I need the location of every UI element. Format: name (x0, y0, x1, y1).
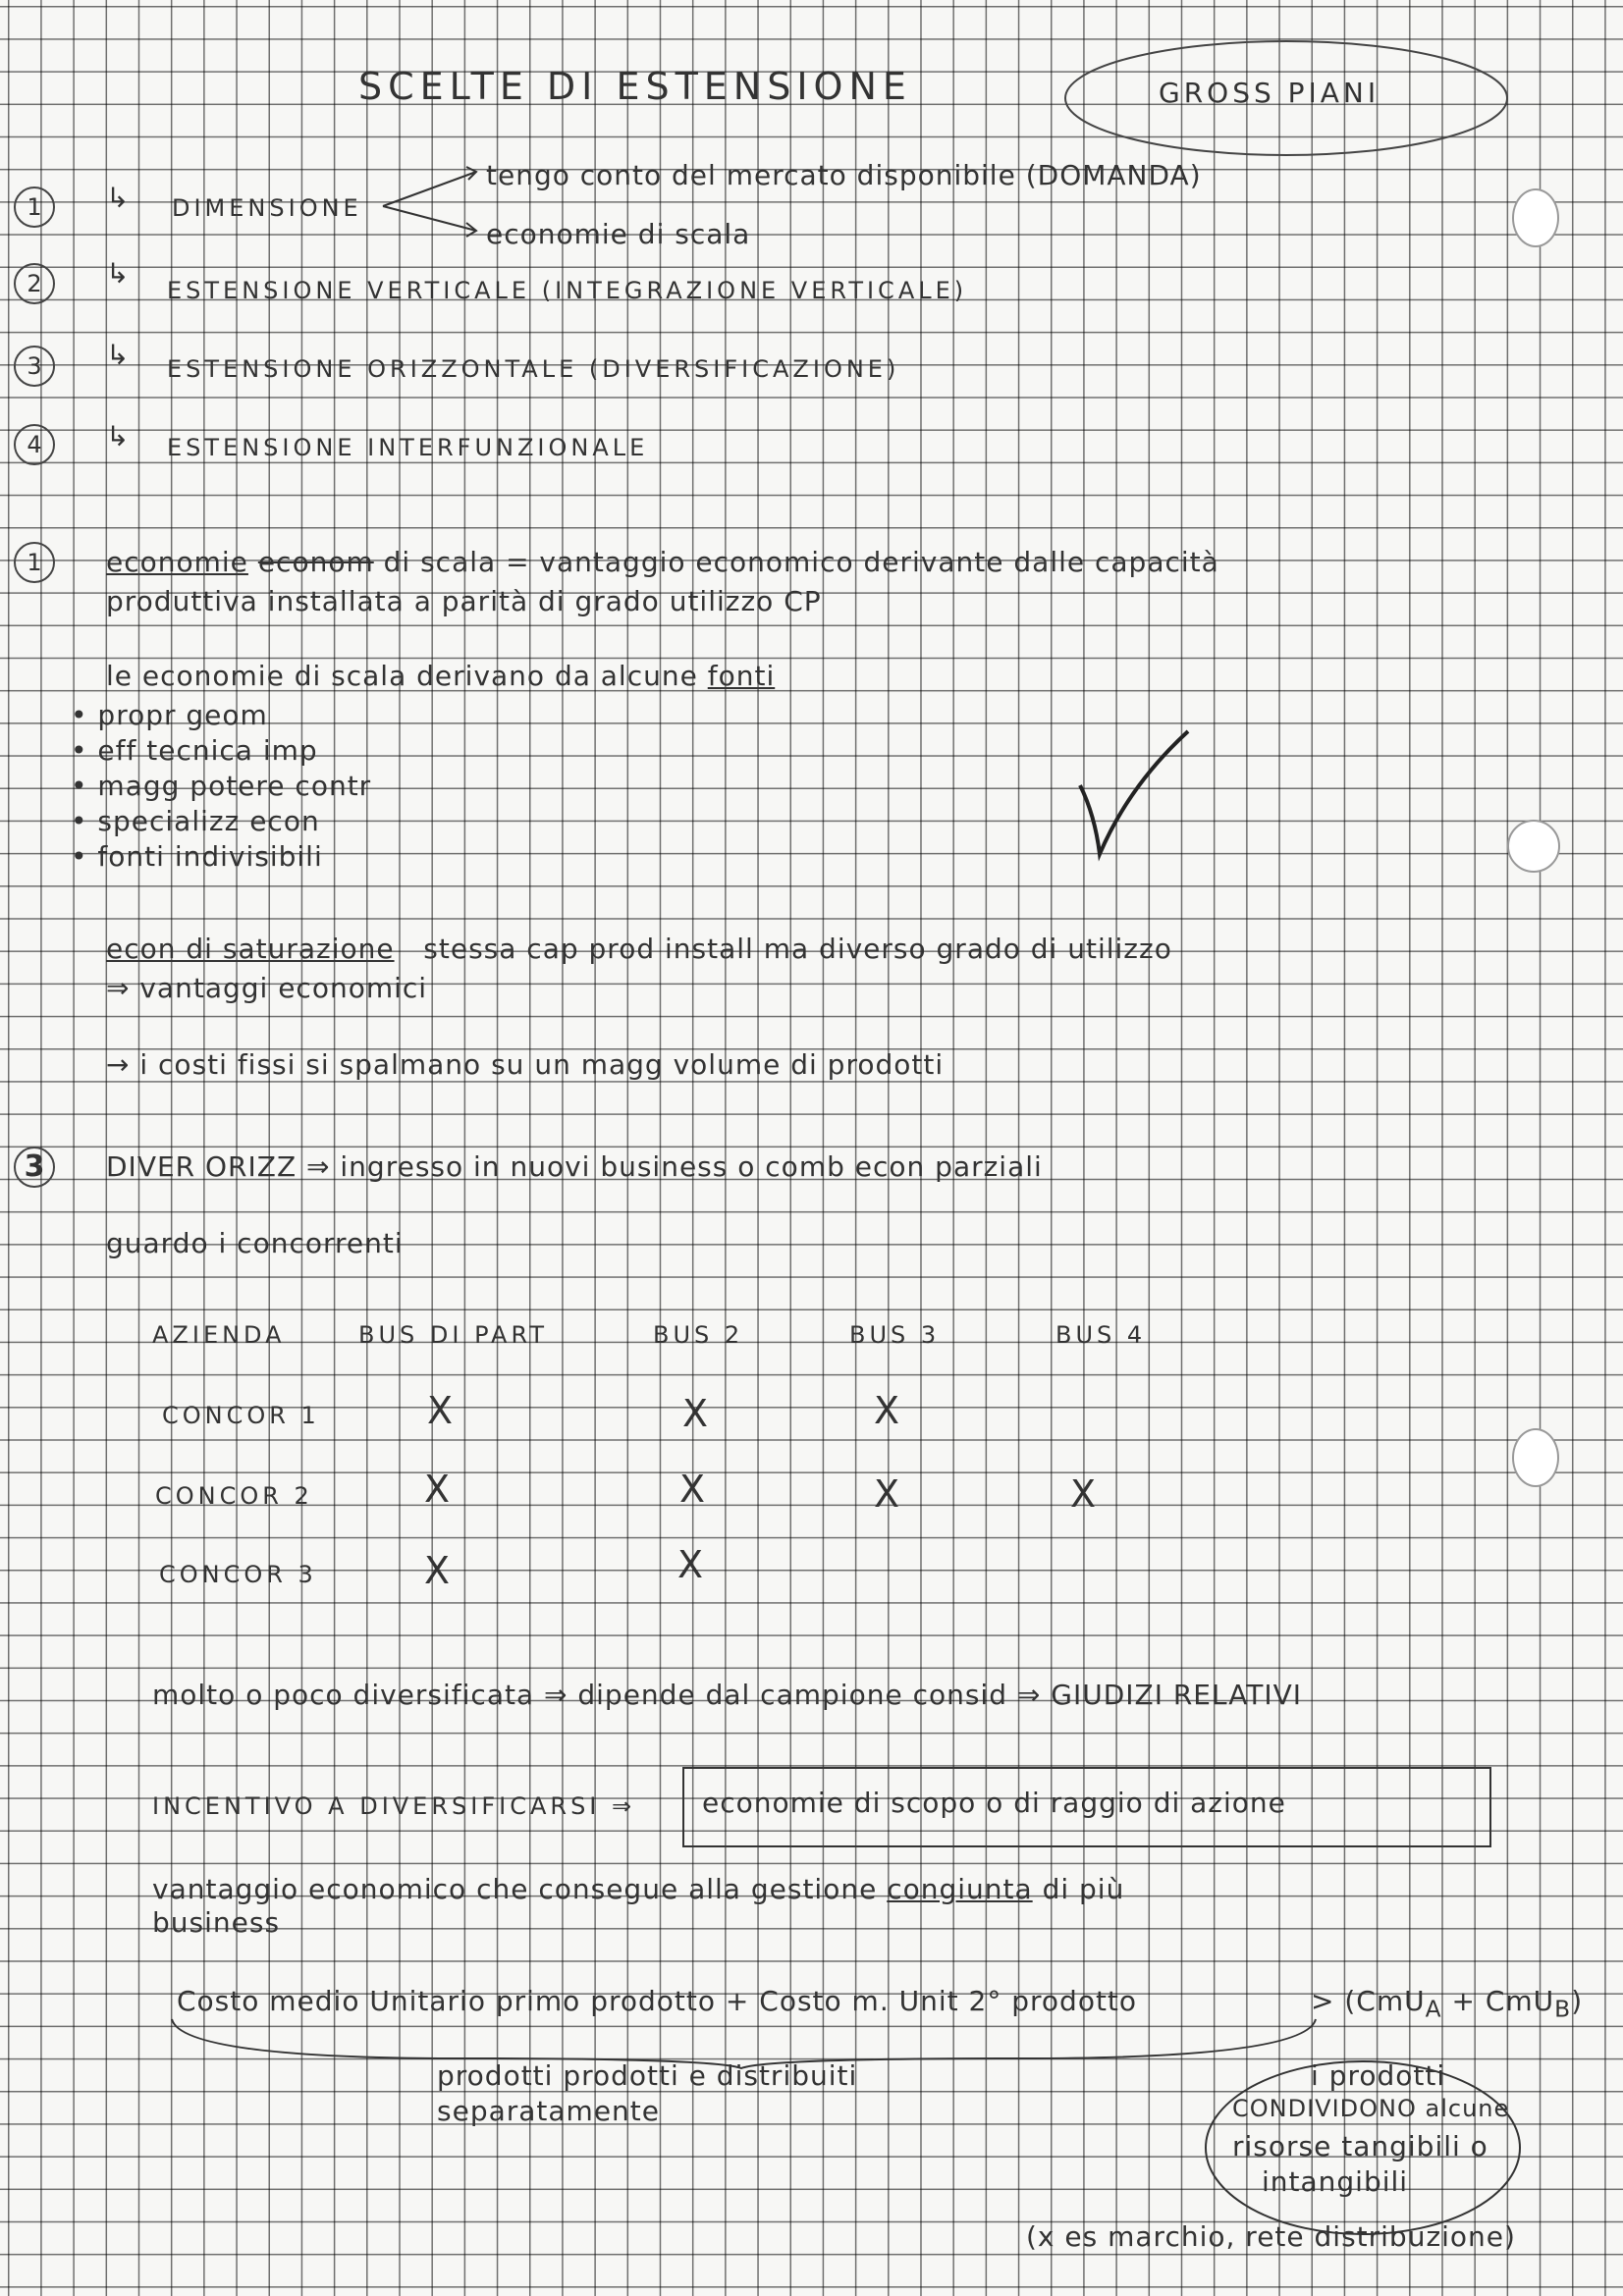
branch-domanda: tengo conto del mercato disponibile (DOMANDA) (486, 159, 1202, 191)
note-condividono-3: risorse tangibili o (1232, 2130, 1488, 2163)
table-cell-mark: X (677, 1543, 704, 1586)
note-condividono-4: intangibili (1262, 2165, 1409, 2198)
table-cell-mark: X (679, 1468, 706, 1511)
item4-number: 4 (14, 424, 55, 465)
costs-line: → i costi fissi si spalmano su un magg volume di prodotti (106, 1048, 945, 1081)
table-row-label: CONCOR 3 (159, 1561, 317, 1588)
table-cell-mark: X (874, 1472, 900, 1516)
item2-arrow-icon: ↳ (106, 257, 131, 290)
table-cell-mark: X (424, 1549, 451, 1592)
binder-hole-1 (1512, 188, 1559, 247)
diversificata-line: molto o poco diversificata ⇒ dipende dal campione consid ⇒ GIUDIZI RELATIVI (152, 1679, 1302, 1711)
section3-line2: guardo i concorrenti (106, 1227, 404, 1259)
subtitle: GROSS PIANI (1159, 77, 1380, 109)
table-header-bus-3: BUS 3 (849, 1321, 941, 1349)
section1-number: 1 (14, 542, 55, 583)
note-condividono-2: CONDIVIDONO alcune (1232, 2095, 1510, 2122)
table-cell-mark: X (874, 1389, 900, 1432)
item3-label: ESTENSIONE ORIZZONTALE (DIVERSIFICAZIONE) (167, 355, 900, 383)
item4-label: ESTENSIONE INTERFUNZIONALE (167, 434, 649, 461)
item1-arrow-icon: ↳ (106, 182, 131, 214)
vantaggio-text: vantaggio economico che consegue alla gestione (152, 1873, 878, 1905)
bullet-2: • eff tecnica imp (71, 734, 318, 767)
bullet-3: • magg potere contr (71, 770, 372, 802)
saturazione-desc: stessa cap prod install ma diverso grado di utilizzo (423, 933, 1172, 965)
branch-arrows-icon (378, 162, 486, 240)
table-cell-mark: X (427, 1389, 454, 1432)
section3-number: 3 (14, 1147, 55, 1188)
bullet-1: • propr geom (71, 699, 268, 731)
bullet-4: • specializz econ (71, 805, 320, 837)
section1-line1 (106, 546, 1219, 578)
incentivo-label: INCENTIVO A DIVERSIFICARSI ⇒ (152, 1792, 636, 1820)
item3-number: 3 (14, 346, 55, 387)
note-esempio: (x es marchio, rete distribuzione) (1026, 2220, 1516, 2253)
congiunta-word: congiunta (887, 1873, 1033, 1905)
page-title: SCELTE DI ESTENSIONE (358, 65, 912, 108)
item4-arrow-icon: ↳ (106, 420, 131, 453)
table-cell-mark: X (1070, 1472, 1097, 1516)
table-row-label: CONCOR 1 (162, 1402, 320, 1429)
binder-hole-2 (1507, 820, 1560, 873)
section3-line1: DIVER ORIZZ ⇒ ingresso in nuovi business o comb econ parziali (106, 1150, 1043, 1183)
saturazione-line2: ⇒ vantaggi economici (106, 972, 428, 1004)
vantaggio-line (152, 1873, 1124, 1905)
item3-arrow-icon: ↳ (106, 339, 131, 371)
table-row-label: CONCOR 2 (155, 1482, 313, 1510)
branch-economie-scala: economie di scala (486, 218, 751, 250)
vantaggio-tail: di più (1042, 1873, 1125, 1905)
table-header-bus-2: BUS 2 (653, 1321, 744, 1349)
bullet-5: • fonti indivisibili (71, 840, 323, 873)
formula-right: > (CmU$_A$ + CmU$_B$) (1311, 1985, 1584, 2023)
binder-hole-3 (1512, 1428, 1559, 1487)
section1-line2: produttiva installata a parità di grado utilizzo CP (106, 585, 822, 617)
note-separati-1: prodotti prodotti e distribuiti (437, 2059, 858, 2092)
term-economie: economie (106, 546, 248, 578)
item2-label: ESTENSIONE VERTICALE (INTEGRAZIONE VERTICALE) (167, 277, 968, 304)
definition-text: di scala = vantaggio economico derivante dalle capacità (383, 546, 1219, 578)
checkmark-icon (1070, 726, 1198, 864)
saturazione-term: econ di saturazione (106, 933, 395, 965)
fonti-intro: le economie di scala derivano da alcune (106, 660, 698, 692)
note-condividono-1: i prodotti (1311, 2059, 1446, 2092)
saturazione-line (106, 933, 1172, 965)
table-header-azienda: AZIENDA (152, 1321, 286, 1349)
formula-left: Costo medio Unitario primo prodotto + Costo m. Unit 2° prodotto (177, 1985, 1138, 2017)
item2-number: 2 (14, 263, 55, 304)
item1-number: 1 (14, 187, 55, 228)
incentivo-box-text: economie di scopo o di raggio di azione (702, 1787, 1286, 1819)
table-cell-mark: X (424, 1468, 451, 1511)
table-header-bus-di-part: BUS DI PART (358, 1321, 549, 1349)
table-header-bus-4: BUS 4 (1055, 1321, 1147, 1349)
note-separati-2: separatamente (437, 2095, 661, 2127)
vantaggio-line2: business (152, 1906, 281, 1939)
item1-label: DIMENSIONE (172, 194, 362, 222)
table-cell-mark: X (682, 1392, 709, 1435)
strikethrough-word: econom (257, 546, 374, 578)
section1-line3 (106, 660, 775, 692)
fonti-word: fonti (707, 660, 776, 692)
